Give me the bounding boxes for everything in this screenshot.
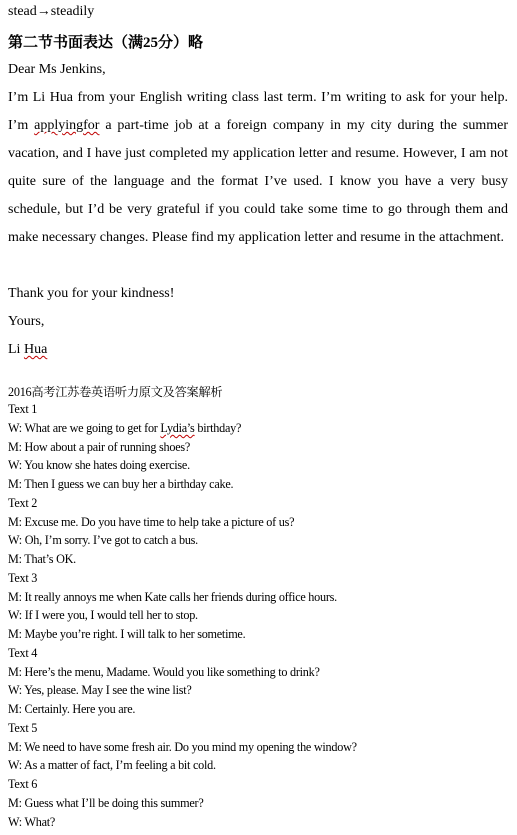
letter-body-start: I’m Li Hua from your English writing class last term. I’m writing to ask for your help. I’m	[8, 90, 508, 133]
transcript-dialogue-line	[8, 815, 55, 830]
transcript-title: 2016高考江苏卷英语听力原文及答案解析	[8, 385, 223, 399]
speaker-label: M:	[8, 439, 22, 454]
speaker-label: W:	[8, 533, 22, 548]
transcript-dialogue-line	[8, 515, 294, 530]
dialogue-text: Yes, please. May I see the wine list?	[21, 683, 192, 698]
dialogue-text: What are we going to get for	[21, 420, 161, 435]
dialogue-text: Certainly. Here you are.	[21, 702, 136, 716]
transcript-dialogue-line	[8, 440, 190, 455]
dialogue-text: You know she hates doing exercise.	[21, 458, 190, 473]
letter-body	[8, 84, 508, 252]
dialogue-text: If I were you, I would tell her to stop.	[21, 608, 198, 623]
dialogue-text: What?	[21, 814, 56, 829]
transcript-dialogue-line	[8, 533, 198, 548]
speaker-label: M:	[8, 477, 22, 491]
transcript-text-label: Text 4	[8, 645, 38, 660]
dialogue-text: That’s OK.	[21, 552, 76, 566]
dialogue-text: birthday?	[194, 420, 242, 435]
transcript-text-label: Text 3	[8, 570, 38, 585]
dialogue-text: How about a pair of running shoes?	[21, 439, 191, 454]
speaker-label: M:	[8, 664, 22, 679]
speaker-label: W:	[8, 814, 22, 829]
dialogue-text: Maybe you’re right. I will talk to her sometime.	[21, 627, 246, 641]
spellcheck-flagged-word: applyingfor	[34, 118, 100, 133]
transcript-dialogue-line	[8, 702, 135, 717]
dialogue-text: As a matter of fact, I’m feeling a bit cold.	[21, 758, 216, 773]
transcript-dialogue-line	[8, 552, 76, 567]
correction-note: stead→steadily	[8, 4, 95, 19]
transcript-dialogue-line	[8, 683, 192, 698]
letter-salutation: Dear Ms Jenkins,	[8, 62, 106, 77]
speaker-label: W:	[8, 458, 22, 473]
dialogue-text: Guess what I’ll be doing this summer?	[21, 795, 204, 810]
dialogue-text: Oh, I’m sorry. I’ve got to catch a bus.	[21, 533, 198, 548]
speaker-label: M:	[8, 739, 22, 754]
dialogue-text: We need to have some fresh air. Do you mind my opening the window?	[21, 739, 357, 754]
dialogue-text: Here’s the menu, Madame. Would you like something to drink?	[21, 664, 320, 679]
speaker-label: M:	[8, 702, 22, 716]
dialogue-text: It really annoys me when Kate calls her friends during office hours.	[21, 589, 337, 604]
dialogue-text: Excuse me. Do you have time to help take a picture of us?	[21, 514, 295, 529]
speaker-label: M:	[8, 552, 22, 566]
transcript-dialogue-line	[8, 477, 233, 492]
transcript-text-label: Text 6	[8, 777, 38, 791]
letter-closing: Yours,	[8, 314, 45, 329]
transcript-text-label: Text 2	[8, 495, 38, 510]
transcript-dialogue-line	[8, 458, 190, 473]
transcript-dialogue-line	[8, 758, 216, 773]
speaker-label: W:	[8, 420, 22, 435]
transcript-dialogue-line	[8, 665, 320, 680]
speaker-label: M:	[8, 589, 22, 604]
speaker-label: M:	[8, 627, 22, 641]
section-heading: 第二节书面表达（满25分）略	[8, 35, 204, 51]
speaker-label: M:	[8, 514, 22, 529]
transcript-dialogue-line	[8, 590, 337, 605]
signature-first-name: Li	[8, 342, 24, 357]
letter-body-end: a part-time job at a foreign company in my city during the summer vacation, and I have just completed my application letter and resume. However, I am not quite sure of the language and the format I’ve used. I know you have a very busy schedule, but I’d be very grateful if you could take some time to go through them and make necessary changes. Please find my application letter and resume in the attachment.	[8, 118, 508, 245]
speaker-label: M:	[8, 795, 22, 810]
transcript-dialogue-line	[8, 421, 241, 436]
speaker-label: W:	[8, 758, 22, 773]
spellcheck-flagged-word: Lydia’s	[160, 420, 195, 435]
letter-signature	[8, 342, 47, 358]
transcript-dialogue-line	[8, 627, 245, 642]
spellcheck-flagged-signature: Hua	[23, 342, 48, 357]
transcript-dialogue-line	[8, 740, 357, 755]
letter-thanks: Thank you for your kindness!	[8, 286, 175, 301]
transcript-dialogue-line	[8, 796, 203, 811]
speaker-label: W:	[8, 608, 22, 623]
dialogue-text: Then I guess we can buy her a birthday cake.	[21, 477, 234, 491]
transcript-dialogue-line	[8, 608, 198, 623]
transcript-text-label: Text 1	[8, 402, 38, 416]
transcript-text-label: Text 5	[8, 720, 38, 735]
speaker-label: W:	[8, 683, 22, 698]
